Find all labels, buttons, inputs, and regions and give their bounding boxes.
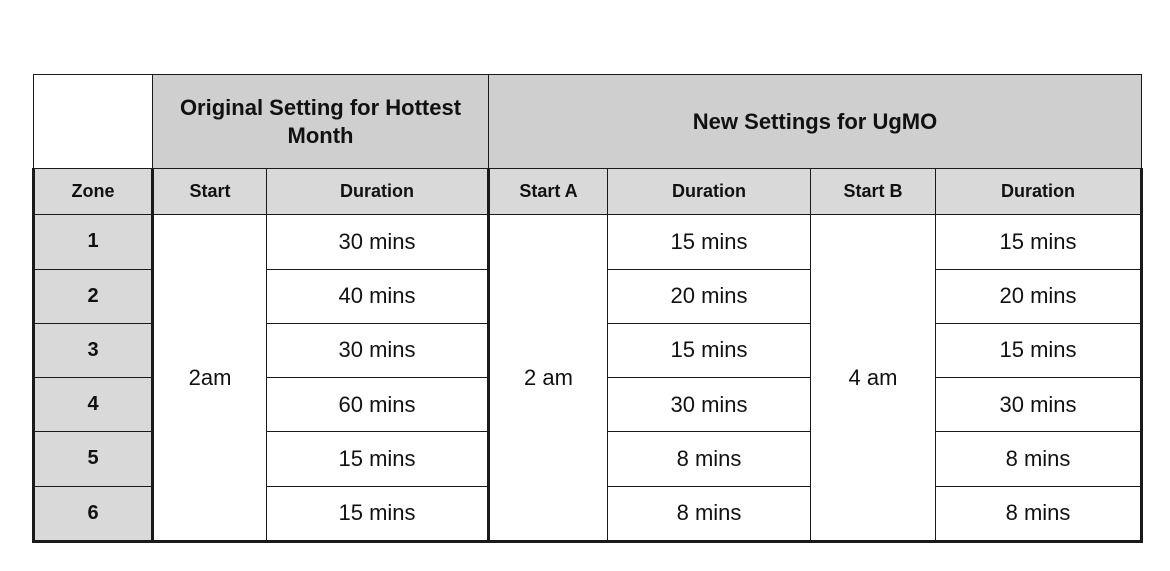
duration-b-cell: 15 mins: [936, 215, 1142, 269]
new-settings-header: New Settings for UgMO: [489, 75, 1142, 169]
duration-b-cell: 20 mins: [936, 269, 1142, 323]
duration-b-cell: 15 mins: [936, 323, 1142, 377]
zone-column-header: Zone: [34, 169, 153, 215]
duration-cell: 15 mins: [267, 486, 489, 541]
duration-a-cell: 20 mins: [608, 269, 811, 323]
duration-a-cell: 8 mins: [608, 432, 811, 486]
start-b-column-header: Start B: [811, 169, 936, 215]
original-start-cell: 2am: [153, 215, 267, 542]
duration-a-cell: 30 mins: [608, 378, 811, 432]
original-setting-header: Original Setting for Hottest Month: [153, 75, 489, 169]
start-b-cell: 4 am: [811, 215, 936, 542]
duration-b-cell: 8 mins: [936, 432, 1142, 486]
duration-a-cell: 15 mins: [608, 323, 811, 377]
duration-b-column-header: Duration: [936, 169, 1142, 215]
irrigation-schedule-table: [32, 74, 1143, 543]
duration-cell: 60 mins: [267, 378, 489, 432]
start-a-cell: 2 am: [489, 215, 608, 542]
start-a-column-header: Start A: [489, 169, 608, 215]
duration-cell: 40 mins: [267, 269, 489, 323]
corner-blank-cell: [34, 75, 153, 169]
duration-cell: 15 mins: [267, 432, 489, 486]
duration-b-cell: 30 mins: [936, 378, 1142, 432]
column-header-row: [34, 169, 1142, 215]
duration-column-header: Duration: [267, 169, 489, 215]
duration-a-cell: 15 mins: [608, 215, 811, 269]
start-column-header: Start: [153, 169, 267, 215]
duration-a-cell: 8 mins: [608, 486, 811, 541]
zone-cell: 4: [34, 378, 153, 432]
group-header-row: [34, 75, 1142, 169]
zone-cell: 3: [34, 323, 153, 377]
duration-a-column-header: Duration: [608, 169, 811, 215]
duration-cell: 30 mins: [267, 323, 489, 377]
zone-cell: 1: [34, 215, 153, 269]
zone-cell: 2: [34, 269, 153, 323]
duration-b-cell: 8 mins: [936, 486, 1142, 541]
table-row: [34, 215, 1142, 269]
duration-cell: 30 mins: [267, 215, 489, 269]
zone-cell: 6: [34, 486, 153, 541]
zone-cell: 5: [34, 432, 153, 486]
